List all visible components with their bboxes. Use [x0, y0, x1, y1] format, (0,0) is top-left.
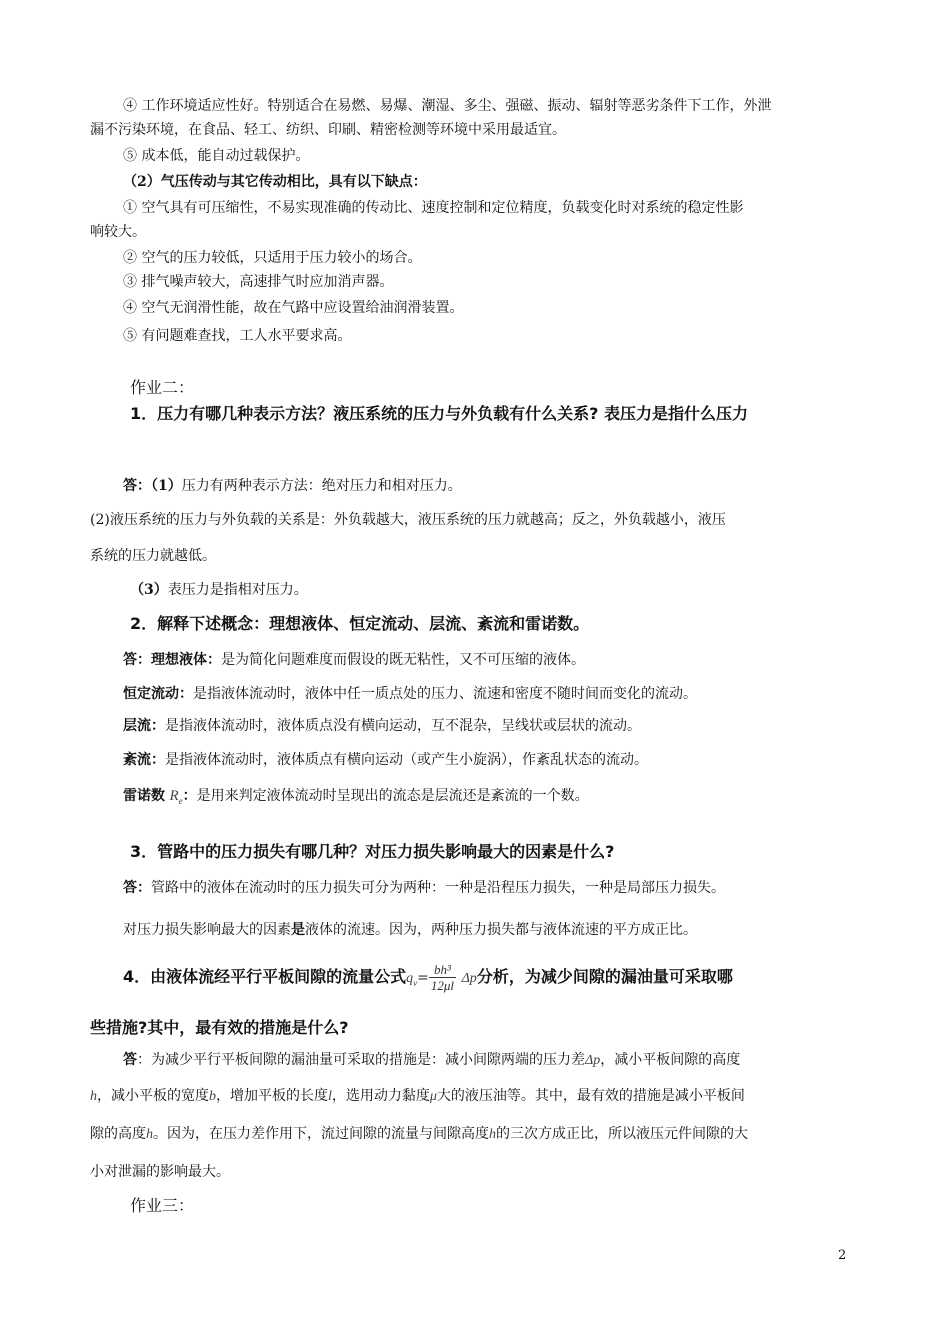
definition-ideal-fluid-text: 是为简化问题难度而假设的既无粘性，又不可压缩的液体。 [221, 652, 585, 668]
answer-3-line2-a: 对压力损失影响最大的因素 [123, 922, 291, 938]
definition-laminar-flow [123, 716, 903, 736]
question-3: 3．管路中的压力损失有哪几种？对压力损失影响最大的因素是什么? [130, 842, 615, 861]
disadvantages-heading: （2）气压传动与其它传动相比，具有以下缺点： [123, 174, 427, 190]
answer-4-l1b: ，减小平板间隙的高度 [600, 1052, 741, 1068]
definition-steady-flow-text: 是指液体流动时，液体中任一质点处的压力、流速和密度不随时间而变化的流动。 [193, 686, 697, 702]
answer-4-h3: h [489, 1127, 496, 1142]
answer-3-line2 [123, 920, 903, 940]
definition-ideal-fluid [123, 650, 903, 670]
definition-reynolds-text: 是用来判定液体流动时呈现出的流态是层流还是紊流的一个数。 [196, 788, 589, 804]
reynolds-colon: ： [182, 788, 197, 804]
answer-4-l2b: ，增加平板的长度 [216, 1088, 328, 1104]
flow-formula-denominator: 12μl [430, 978, 455, 993]
definition-reynolds-label: 雷诺数 [123, 788, 165, 804]
answer-4-dp: Δp [585, 1053, 601, 1068]
answer-1-text: 压力有两种表示方法：绝对压力和相对压力。 [181, 478, 462, 494]
disadvantage-2: ② 空气的压力较低，只适用于压力较小的场合。 [123, 250, 422, 266]
question-1: 1．压力有哪几种表示方法？液压系统的压力与外负载有什么关系? 表压力是指什么压力 [130, 404, 748, 423]
definition-ideal-fluid-label: 答：理想液体： [123, 652, 221, 668]
advantage-5: ⑤ 成本低，能自动过载保护。 [123, 148, 310, 164]
homework-3-title: 作业三： [130, 1196, 195, 1215]
disadvantage-5: ⑤ 有问题难查找，工人水平要求高。 [123, 328, 352, 344]
answer-1-part3-text: 表压力是指相对压力。 [167, 582, 308, 598]
answer-4-l3a: 隙的高度 [90, 1126, 146, 1142]
definition-steady-flow [123, 684, 903, 704]
definition-steady-flow-label: 恒定流动： [123, 686, 193, 702]
answer-1-part2-line1: (2)液压系统的压力与外负载的关系是：外负载越大，液压系统的压力就越高；反之，外负载越小，液压 [90, 512, 726, 528]
page-number: 2 [838, 1248, 847, 1263]
definition-laminar-flow-text: 是指液体流动时，液体质点没有横向运动，互不混杂，呈线状或层状的流动。 [165, 718, 641, 734]
answer-1-part3 [130, 580, 910, 600]
homework-2-title: 作业二： [130, 378, 195, 397]
answer-4-label: 答 [123, 1052, 137, 1068]
flow-formula-sub: v [413, 977, 418, 988]
answer-4-line1 [123, 1050, 903, 1071]
answer-1-label: 答：（1） [123, 478, 182, 494]
flow-formula-numerator: bh³ [429, 962, 456, 978]
question-4-line2: 些措施?其中，最有效的措施是什么? [90, 1018, 349, 1037]
question-4-text-a: 4．由液体流经平行平板间隙的流量公式 [123, 967, 407, 986]
definition-turbulent-flow-label: 紊流： [123, 752, 165, 768]
answer-1-part1 [123, 476, 903, 496]
answer-3-line2-c: 液体的流速。因为，两种压力损失都与液体流速的平方成正比。 [305, 922, 697, 938]
answer-4-l2c: ，选用动力黏度 [331, 1088, 430, 1104]
answer-1-part3-label: （3） [130, 582, 168, 598]
flow-formula-lhs [406, 971, 417, 986]
answer-4-h2: h [146, 1127, 153, 1142]
flow-formula-fraction [429, 962, 456, 993]
answer-4-l: l [328, 1089, 332, 1104]
answer-3-text: 管路中的液体在流动时的压力损失可分为两种：一种是沿程压力损失，一种是局部压力损失。 [151, 880, 725, 896]
advantage-4-line2: 漏不污染环境，在食品、轻工、纺织、印刷、精密检测等环境中采用最适宜。 [90, 122, 566, 138]
answer-4-line3 [90, 1124, 870, 1145]
answer-4-l3c: 的三次方成正比，所以液压元件间隙的大 [496, 1126, 748, 1142]
answer-4-b: b [209, 1089, 216, 1104]
answer-4-l2d: 大的液压油等。其中，最有效的措施是减小平板间 [436, 1088, 745, 1104]
question-4-text-b: 分析，为减少间隙的漏油量可采取哪 [476, 967, 733, 986]
answer-4-l1a: ：为减少平行平板间隙的漏油量可采取的措施是：减小间隙两端的压力差 [137, 1052, 585, 1068]
answer-4-l2a: ，减小平板的宽度 [97, 1088, 209, 1104]
answer-4-l3b: 。因为，在压力差作用下，流过间隙的流量与间隙高度 [153, 1126, 489, 1142]
answer-3-line2-b: 是 [291, 922, 305, 938]
definition-turbulent-flow [123, 750, 903, 770]
answer-4-mu: μ [429, 1089, 437, 1104]
answer-4-line2 [90, 1086, 870, 1107]
disadvantage-1-line2: 响较大。 [90, 224, 146, 240]
answer-3-line1 [123, 878, 903, 898]
advantage-4-line1: ④ 工作环境适应性好。特别适合在易燃、易爆、潮湿、多尘、强磁、振动、辐射等恶劣条件下工作，外泄 [123, 98, 772, 114]
disadvantage-1-line1: ① 空气具有可压缩性，不易实现准确的传动比、速度控制和定位精度，负载变化时对系统的稳定性影 [123, 200, 744, 216]
definition-turbulent-flow-text: 是指液体流动时，液体质点有横向运动（或产生小旋涡），作紊乱状态的流动。 [165, 752, 648, 768]
flow-formula-q: q [406, 971, 414, 986]
answer-3-label: 答： [123, 880, 151, 896]
reynolds-symbol-r: R [169, 788, 179, 804]
question-2: 2．解释下述概念：理想液体、恒定流动、层流、紊流和雷诺数。 [130, 614, 590, 633]
answer-4-h1: h [90, 1089, 97, 1104]
disadvantage-4: ④ 空气无润滑性能，故在气路中应设置给油润滑装置。 [123, 300, 464, 316]
disadvantage-3: ③ 排气噪声较大，高速排气时应加消声器。 [123, 274, 394, 290]
definition-reynolds-number [123, 786, 903, 811]
question-4-line1 [123, 962, 903, 996]
definition-laminar-flow-label: 层流： [123, 718, 165, 734]
reynolds-symbol [169, 788, 182, 804]
reynolds-symbol-sub: e [178, 796, 183, 806]
flow-formula-dp: Δp [461, 971, 477, 986]
flow-formula-eq: = [417, 970, 429, 986]
answer-1-part2-line2: 系统的压力就越低。 [90, 548, 216, 564]
answer-4-line4: 小对泄漏的影响最大。 [90, 1164, 230, 1180]
